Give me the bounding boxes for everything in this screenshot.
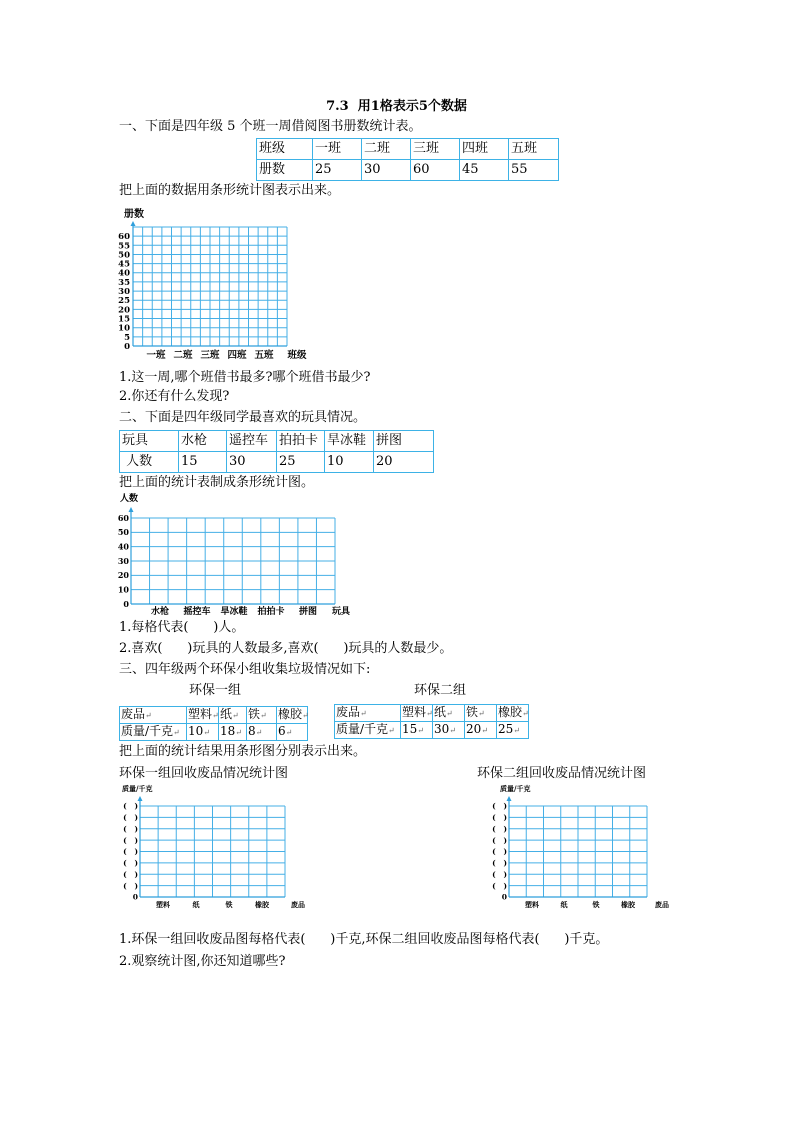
y-tick-label: ( ) [492, 858, 507, 868]
y-axis-arrow-icon [138, 796, 143, 801]
x-category-label: 五班 [254, 350, 274, 361]
row-header-cell [120, 724, 187, 741]
x-axis-label: 班级 [287, 350, 307, 361]
table-cell [247, 724, 277, 741]
cell-text: 废品 [121, 707, 146, 721]
cell-text: 铁 [466, 705, 479, 719]
paragraph-mark: ↵ [417, 726, 424, 735]
paragraph-mark: ↵ [513, 726, 520, 735]
row-header-cell [335, 722, 401, 739]
paragraph-mark: ↵ [260, 711, 267, 720]
table-header-cell [433, 705, 465, 722]
x-category-label: 四班 [227, 350, 247, 361]
x-category-label: 一班 [146, 350, 166, 361]
table-header-cell: 一班 [313, 139, 362, 160]
cell-text: 塑料 [402, 705, 427, 719]
question-3-1: 1.环保一组回收废品图每格代表( )千克,环保二组回收废品图每格代表( )千克。 [119, 932, 609, 947]
table-cell [497, 722, 529, 739]
cell-text: 铁 [248, 707, 261, 721]
table-cell [277, 724, 308, 741]
table-cell: 30 [227, 452, 277, 473]
cell-text: 8 [248, 724, 256, 738]
group-1-chart-title: 环保一组回收废品情况统计图 [119, 766, 289, 781]
table-cell: 45 [460, 160, 509, 181]
paragraph-mark: ↵ [302, 711, 309, 720]
table-header-cell [219, 707, 247, 724]
y-tick-label: 15 [118, 314, 130, 325]
group-1-name: 环保一组 [189, 683, 242, 698]
table-header-cell [187, 707, 219, 724]
y-tick-label: 0 [501, 892, 507, 902]
question-3-2: 2.观察统计图,你还知道哪些? [119, 954, 286, 969]
table-row [257, 160, 559, 181]
paragraph-mark: ↵ [235, 728, 242, 737]
table-cell: 25 [313, 160, 362, 181]
group-1-recycling-table [119, 706, 308, 741]
toys-bar-chart-grid [105, 488, 355, 620]
cell-text: 橡胶 [278, 707, 303, 721]
x-category-label: 旱冰鞋 [220, 607, 248, 617]
y-axis-label: 质量/千克 [500, 784, 531, 793]
table-cell [187, 724, 219, 741]
table-cell: 30 [362, 160, 411, 181]
table-cell [465, 722, 497, 739]
table-cell: 55 [509, 160, 559, 181]
table-row [120, 452, 434, 473]
y-axis-label: 质量/千克 [122, 784, 153, 793]
x-axis-label: 废品 [655, 900, 669, 909]
table-header-cell: 二班 [362, 139, 411, 160]
y-tick-label: 10 [118, 323, 130, 334]
table-header-row [120, 431, 434, 452]
paragraph-mark: ↵ [255, 728, 263, 737]
y-tick-label: ( ) [492, 813, 507, 823]
paragraph-mark: ↵ [203, 728, 210, 737]
x-category-label: 铁 [225, 900, 233, 909]
table-header-cell: 拼图 [374, 431, 434, 452]
table-cell [433, 722, 465, 739]
y-tick-label: ( ) [123, 858, 138, 868]
table-header-cell: 三班 [411, 139, 460, 160]
y-tick-label: ( ) [123, 881, 138, 891]
books-bar-chart-grid [105, 203, 320, 365]
y-tick-label: 25 [118, 296, 130, 307]
table-header-cell: 旱冰鞋 [325, 431, 374, 452]
section-2-instruction: 把上面的统计表制成条形统计图。 [119, 475, 315, 490]
y-tick-label: 35 [118, 277, 130, 288]
cell-text: 质量/千克 [121, 724, 174, 738]
table-header-cell: 五班 [509, 139, 559, 160]
cell-text: 30 [434, 722, 450, 736]
question-1-2: 2.你还有什么发现? [119, 389, 230, 404]
paragraph-mark: ↵ [481, 726, 488, 735]
y-tick-label: ( ) [492, 835, 507, 845]
x-category-label: 橡胶 [255, 900, 269, 909]
cell-text: 纸 [220, 707, 233, 721]
y-tick-label: 30 [117, 555, 129, 566]
x-category-label: 三班 [200, 350, 220, 361]
y-tick-label: ( ) [123, 813, 138, 823]
y-tick-label: ( ) [492, 801, 507, 811]
table-header-cell: 水枪 [179, 431, 227, 452]
table-cell: 20 [374, 452, 434, 473]
section-3-instruction: 把上面的统计结果用条形图分别表示出来。 [119, 744, 367, 759]
group-2-chart-title: 环保二组回收废品情况统计图 [477, 766, 647, 781]
y-tick-label: 40 [118, 268, 130, 279]
row-header-cell: 玩具 [120, 431, 179, 452]
paragraph-mark: ↵ [446, 709, 453, 718]
paragraph-mark: ↵ [426, 709, 433, 718]
paragraph-mark: ↵ [388, 726, 395, 735]
cell-text: 塑料 [188, 707, 213, 721]
x-category-label: 塑料 [525, 900, 539, 909]
table-header-cell [497, 705, 529, 722]
y-tick-label: ( ) [123, 801, 138, 811]
paragraph-mark: ↵ [212, 711, 219, 720]
table-header-row [335, 705, 529, 722]
y-tick-label: ( ) [123, 835, 138, 845]
x-category-label: 二班 [173, 350, 193, 361]
y-axis-arrow-icon [129, 507, 134, 512]
cell-text: 25 [498, 722, 514, 736]
x-axis-label: 玩具 [331, 607, 351, 617]
y-tick-label: ( ) [492, 824, 507, 834]
x-category-label: 拼图 [298, 607, 318, 617]
table-header-cell: 拍拍卡 [277, 431, 325, 452]
x-category-label: 橡胶 [621, 900, 635, 909]
y-tick-label: 20 [118, 305, 130, 316]
y-tick-label: 60 [117, 512, 129, 523]
x-category-label: 拍拍卡 [257, 607, 285, 617]
cell-text: 橡胶 [498, 705, 523, 719]
paragraph-mark: ↵ [232, 711, 239, 720]
cell-text: 15 [402, 722, 418, 736]
section-3-heading: 三、四年级两个环保小组收集垃圾情况如下: [119, 662, 371, 677]
toys-table [119, 430, 434, 473]
paragraph-mark: ↵ [145, 711, 152, 720]
table-cell: 60 [411, 160, 460, 181]
y-tick-label: ( ) [492, 869, 507, 879]
group-2-name: 环保二组 [414, 683, 467, 698]
y-tick-label: 50 [118, 250, 130, 261]
paragraph-mark: ↵ [173, 728, 180, 737]
question-2-2: 2.喜欢( )玩具的人数最多,喜欢( )玩具的人数最少。 [119, 641, 453, 656]
cell-text: 18 [220, 724, 236, 738]
y-tick-label: ( ) [123, 869, 138, 879]
table-cell: 15 [179, 452, 227, 473]
y-tick-label: 0 [132, 892, 138, 902]
y-tick-label: 30 [118, 287, 130, 298]
library-books-table [256, 138, 559, 181]
cell-text: 质量/千克 [336, 722, 389, 736]
x-category-label: 塑料 [156, 900, 170, 909]
cell-text: 10 [188, 724, 204, 738]
group-2-bar-chart-grid [478, 780, 683, 912]
row-header-cell: 册数 [257, 160, 313, 181]
section-1-heading: 一、下面是四年级 5 个班一周借阅图书册数统计表。 [119, 119, 422, 134]
y-tick-label: 0 [124, 341, 130, 352]
table-header-cell: 遥控车 [227, 431, 277, 452]
table-row [120, 724, 308, 741]
table-header-row [120, 707, 308, 724]
y-axis-label: 册数 [124, 209, 144, 220]
table-header-row [257, 139, 559, 160]
y-tick-label: 45 [118, 259, 130, 270]
table-header-cell [401, 705, 433, 722]
cell-text: 废品 [336, 705, 361, 719]
y-tick-label: 10 [117, 584, 129, 595]
y-tick-label: ( ) [123, 824, 138, 834]
section-2-heading: 二、下面是四年级同学最喜欢的玩具情况。 [119, 410, 367, 425]
cell-text: 纸 [434, 705, 447, 719]
y-tick-label: 60 [118, 232, 130, 243]
table-header-cell [465, 705, 497, 722]
row-header-cell [120, 707, 187, 724]
row-header-cell [335, 705, 401, 722]
cell-text: 6 [278, 724, 286, 738]
y-axis-arrow-icon [507, 796, 512, 801]
question-2-1: 1.每格代表( )人。 [119, 620, 245, 635]
y-tick-label: ( ) [123, 847, 138, 857]
y-tick-label: 40 [117, 541, 129, 552]
paragraph-mark: ↵ [285, 728, 293, 737]
cell-text: 20 [466, 722, 482, 736]
x-category-label: 纸 [560, 900, 568, 909]
paragraph-mark: ↵ [522, 709, 529, 718]
table-header-cell [247, 707, 277, 724]
x-category-label: 水枪 [150, 607, 170, 617]
table-cell: 25 [277, 452, 325, 473]
y-tick-label: 55 [118, 241, 130, 252]
table-cell [401, 722, 433, 739]
y-tick-label: 0 [123, 598, 129, 609]
table-cell: 10 [325, 452, 374, 473]
x-category-label: 铁 [592, 900, 600, 909]
paragraph-mark: ↵ [360, 709, 367, 718]
group-2-recycling-table [334, 704, 529, 739]
row-header-cell: 班级 [257, 139, 313, 160]
table-header-cell: 四班 [460, 139, 509, 160]
y-axis-label: 人数 [120, 494, 139, 504]
x-axis-label: 废品 [291, 900, 305, 909]
paragraph-mark: ↵ [478, 709, 485, 718]
question-1-1: 1.这一周,哪个班借书最多?哪个班借书最少? [119, 370, 371, 385]
y-tick-label: ( ) [492, 881, 507, 891]
y-tick-label: ( ) [492, 847, 507, 857]
table-cell [219, 724, 247, 741]
page-title: 7.3 用1格表示5个数据 [326, 99, 467, 114]
section-1-instruction: 把上面的数据用条形统计图表示出来。 [119, 183, 341, 198]
row-header-cell: 人数 [120, 452, 179, 473]
table-row [335, 722, 529, 739]
x-category-label: 纸 [192, 900, 200, 909]
group-1-bar-chart-grid [110, 780, 315, 912]
x-category-label: 摇控车 [183, 607, 211, 617]
table-header-cell [277, 707, 308, 724]
y-tick-label: 50 [117, 527, 129, 538]
paragraph-mark: ↵ [449, 726, 456, 735]
y-tick-label: 5 [124, 332, 130, 343]
y-tick-label: 20 [117, 570, 129, 581]
y-axis-arrow-icon [131, 221, 136, 226]
